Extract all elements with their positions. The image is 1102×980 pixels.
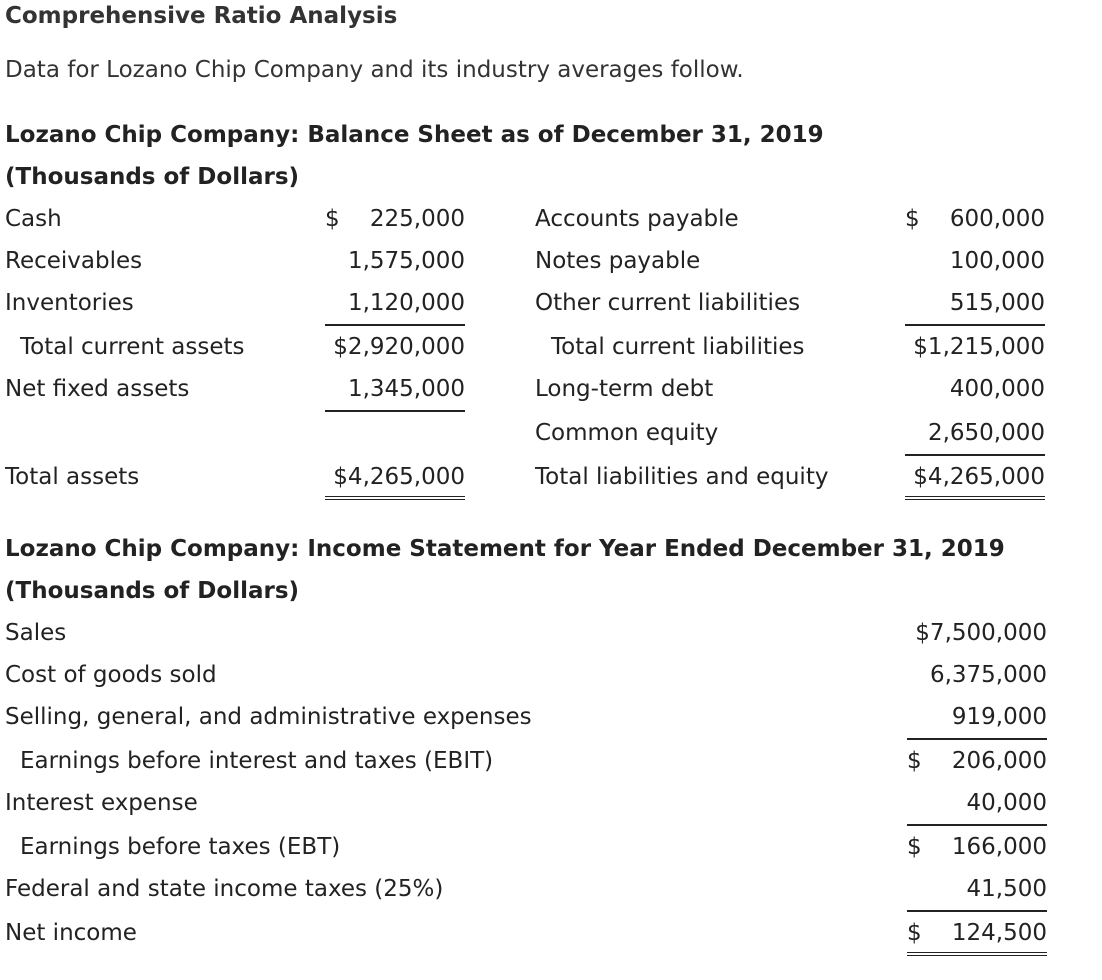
total-assets-label: Total assets [5,464,140,490]
total-current-liabilities-label: Total current liabilities [551,334,805,360]
total-current-liabilities-value: $1,215,000 [913,334,1045,360]
net-income-dollar-sign: $ [907,920,922,946]
receivables-label: Receivables [5,248,143,274]
cash-dollar-sign: $ [325,206,340,232]
net-fixed-assets-label: Net fixed assets [5,376,190,402]
sales-value: $7,500,000 [915,620,1047,646]
accounts-payable-value [905,204,1045,234]
accounts-payable-dollar-sign: $ [905,206,920,232]
total-assets-value: $4,265,000 [325,462,465,500]
ebit-amount: 206,000 [951,748,1047,774]
balance-sheet-heading: Lozano Chip Company: Balance Sheet as of December 31, 2019 [5,122,824,148]
other-current-liabilities-value: 515,000 [905,288,1045,326]
interest-expense-label: Interest expense [5,790,198,816]
cash-amount: 225,000 [369,206,465,232]
cogs-label: Cost of goods sold [5,662,217,688]
inventories-value: 1,120,000 [325,288,465,326]
cash-value [325,204,465,234]
common-equity-value: 2,650,000 [905,418,1045,456]
inventories-label: Inventories [5,290,134,316]
receivables-value: 1,575,000 [347,248,465,274]
ebt-amount: 166,000 [951,834,1047,860]
income-statement-heading: Lozano Chip Company: Income Statement for Year Ended December 31, 2019 [5,536,1005,562]
ebit-label: Earnings before interest and taxes (EBIT) [20,748,494,774]
other-current-liabilities-label: Other current liabilities [535,290,801,316]
intro-text: Data for Lozano Chip Company and its industry averages follow. [5,57,744,83]
ebit-dollar-sign: $ [907,748,922,774]
ebt-value [907,832,1047,862]
net-fixed-assets-value: 1,345,000 [325,374,465,412]
net-income-amount: 124,500 [951,920,1047,946]
page-title: Comprehensive Ratio Analysis [5,3,398,29]
taxes-label: Federal and state income taxes (25%) [5,876,444,902]
sga-value: 919,000 [907,702,1047,740]
ebt-label: Earnings before taxes (EBT) [20,834,341,860]
total-current-assets-value: $2,920,000 [333,334,465,360]
net-income-label: Net income [5,920,137,946]
common-equity-label: Common equity [535,420,719,446]
net-income-value [907,918,1047,956]
total-liabilities-equity-label: Total liabilities and equity [535,464,829,490]
income-statement-units: (Thousands of Dollars) [5,578,300,604]
notes-payable-label: Notes payable [535,248,701,274]
total-liabilities-equity-value: $4,265,000 [905,462,1045,500]
balance-sheet-units: (Thousands of Dollars) [5,164,300,190]
accounts-payable-amount: 600,000 [949,206,1045,232]
ebt-dollar-sign: $ [907,834,922,860]
ebit-value [907,746,1047,776]
sales-label: Sales [5,620,67,646]
interest-expense-value: 40,000 [907,788,1047,826]
cogs-value: 6,375,000 [929,662,1047,688]
taxes-value: 41,500 [907,874,1047,912]
cash-label: Cash [5,206,62,232]
long-term-debt-value: 400,000 [949,376,1045,402]
notes-payable-value: 100,000 [949,248,1045,274]
accounts-payable-label: Accounts payable [535,206,739,232]
total-current-assets-label: Total current assets [20,334,245,360]
long-term-debt-label: Long-term debt [535,376,714,402]
sga-label: Selling, general, and administrative expenses [5,704,532,730]
